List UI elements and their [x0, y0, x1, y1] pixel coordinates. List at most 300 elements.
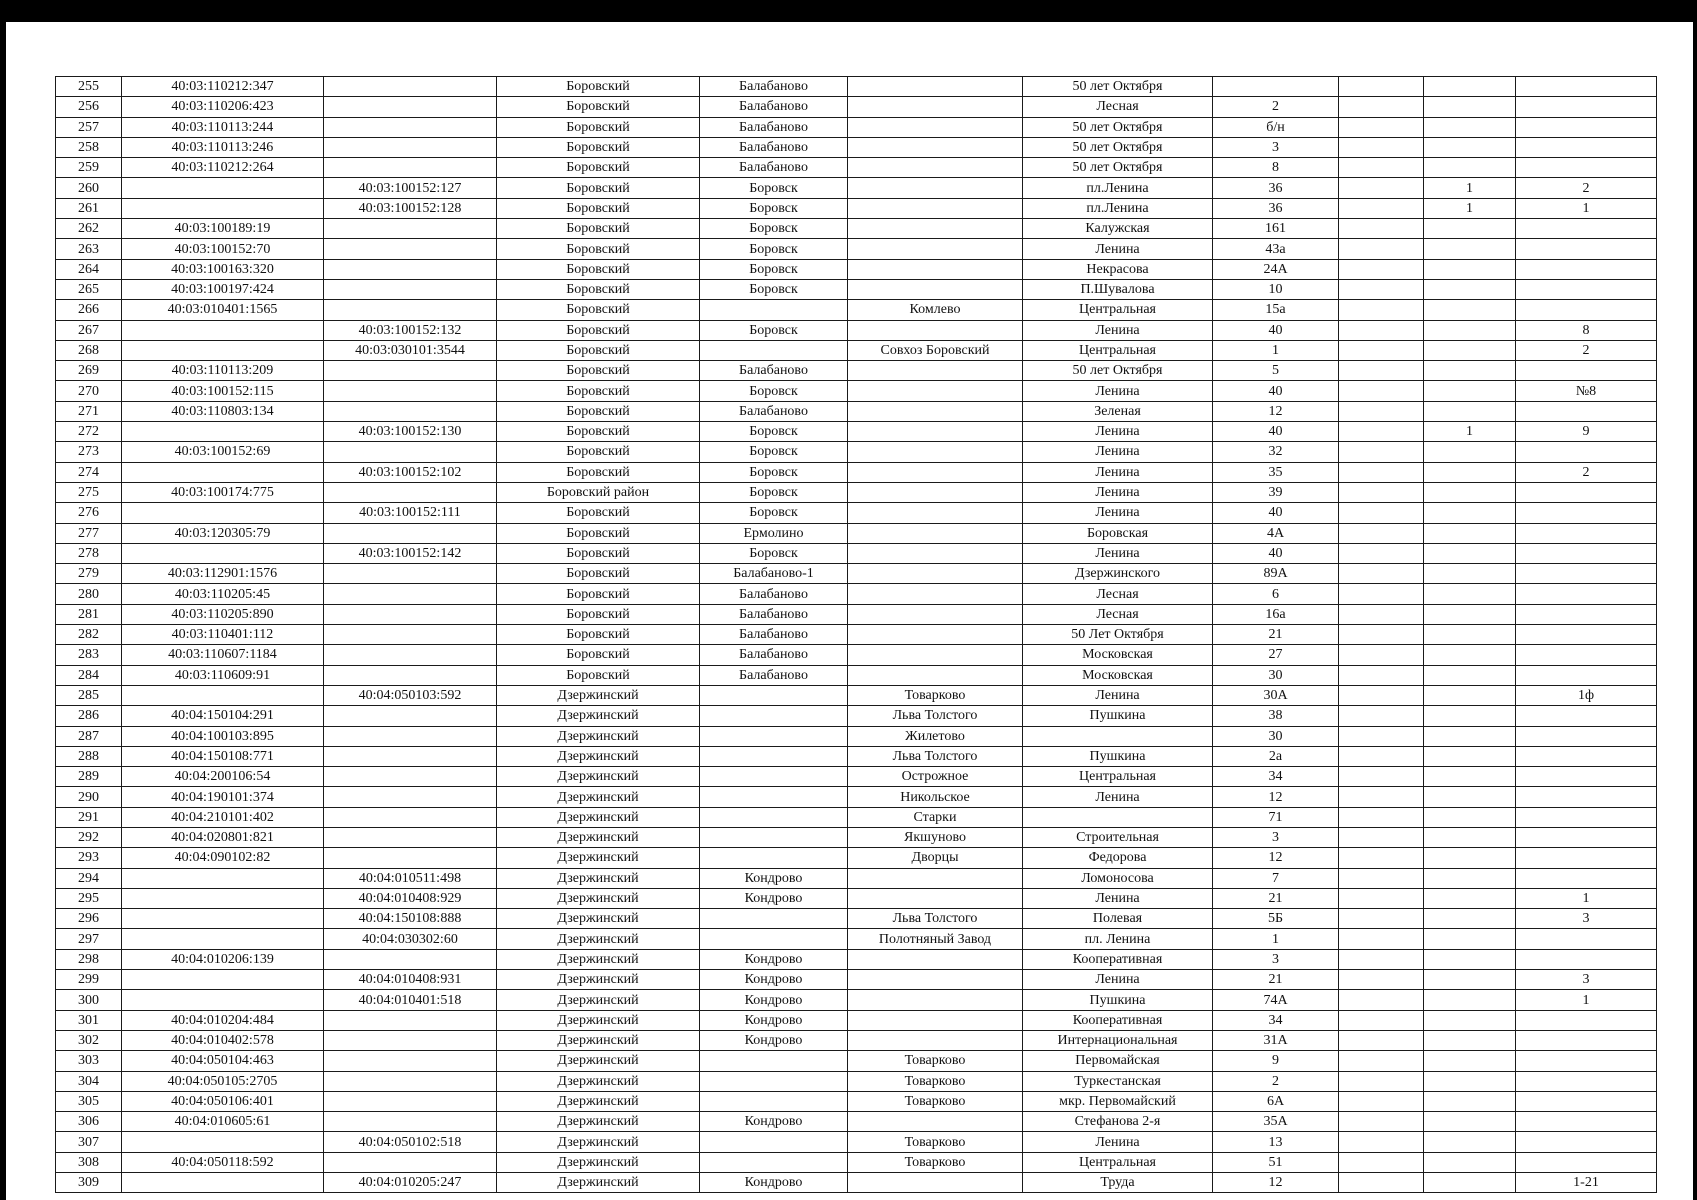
- object-cadastral-number-cell: 40:04:010205:247: [324, 1173, 497, 1193]
- house-number-cell: 24А: [1213, 259, 1339, 279]
- building-cell: [1339, 279, 1424, 299]
- street-cell: Ленина: [1023, 787, 1213, 807]
- street-cell: П.Шувалова: [1023, 279, 1213, 299]
- row-number-cell: 292: [56, 827, 122, 847]
- scan-top-border: [0, 0, 1697, 22]
- apartment-cell: [1516, 625, 1657, 645]
- building-cell: [1339, 137, 1424, 157]
- building-cell: [1339, 625, 1424, 645]
- object-cadastral-number-cell: [324, 401, 497, 421]
- table-row: [56, 604, 1657, 624]
- object-cadastral-number-cell: [324, 482, 497, 502]
- district-cell: Дзержинский: [497, 827, 700, 847]
- district-cell: Боровский: [497, 381, 700, 401]
- street-cell: Ленина: [1023, 543, 1213, 563]
- street-cell: 50 лет Октября: [1023, 117, 1213, 137]
- building-cell: [1339, 361, 1424, 381]
- street-cell: Интернациональная: [1023, 1030, 1213, 1050]
- building-cell: [1339, 1132, 1424, 1152]
- building-cell: [1339, 827, 1424, 847]
- town-cell: Боровск: [700, 381, 848, 401]
- cadastral-number-cell: 40:03:110212:264: [122, 158, 324, 178]
- cadastral-number-cell: 40:04:010204:484: [122, 1010, 324, 1030]
- cadastral-number-cell: 40:03:100152:115: [122, 381, 324, 401]
- building-cell: [1339, 787, 1424, 807]
- structure-cell: [1424, 1112, 1516, 1132]
- apartment-cell: [1516, 482, 1657, 502]
- district-cell: Боровский: [497, 137, 700, 157]
- town-cell: Боровск: [700, 442, 848, 462]
- table-row: [56, 279, 1657, 299]
- row-number-cell: 282: [56, 625, 122, 645]
- street-cell: Полевая: [1023, 909, 1213, 929]
- row-number-cell: 309: [56, 1173, 122, 1193]
- row-number-cell: 308: [56, 1152, 122, 1172]
- building-cell: [1339, 807, 1424, 827]
- street-cell: Дзержинского: [1023, 564, 1213, 584]
- cadastral-number-cell: [122, 340, 324, 360]
- street-cell: Ленина: [1023, 482, 1213, 502]
- town-cell: Боровск: [700, 219, 848, 239]
- street-cell: Федорова: [1023, 848, 1213, 868]
- street-cell: Ленина: [1023, 970, 1213, 990]
- structure-cell: [1424, 117, 1516, 137]
- settlement-cell: Товарково: [848, 1152, 1023, 1172]
- district-cell: Дзержинский: [497, 685, 700, 705]
- table-row: [56, 665, 1657, 685]
- cadastral-number-cell: 40:03:110607:1184: [122, 645, 324, 665]
- district-cell: Дзержинский: [497, 929, 700, 949]
- object-cadastral-number-cell: 40:03:100152:130: [324, 422, 497, 442]
- house-number-cell: 13: [1213, 1132, 1339, 1152]
- town-cell: [700, 1132, 848, 1152]
- row-number-cell: 291: [56, 807, 122, 827]
- town-cell: [700, 1051, 848, 1071]
- town-cell: Кондрово: [700, 990, 848, 1010]
- street-cell: Центральная: [1023, 1152, 1213, 1172]
- house-number-cell: 40: [1213, 503, 1339, 523]
- district-cell: Дзержинский: [497, 888, 700, 908]
- cadastral-number-cell: 40:03:110205:45: [122, 584, 324, 604]
- structure-cell: [1424, 1173, 1516, 1193]
- street-cell: Лесная: [1023, 584, 1213, 604]
- district-cell: Боровский: [497, 178, 700, 198]
- object-cadastral-number-cell: [324, 219, 497, 239]
- district-cell: Боровский: [497, 117, 700, 137]
- house-number-cell: 8: [1213, 158, 1339, 178]
- town-cell: Боровск: [700, 543, 848, 563]
- cadastral-number-cell: 40:04:200106:54: [122, 767, 324, 787]
- settlement-cell: [848, 868, 1023, 888]
- house-number-cell: 30: [1213, 726, 1339, 746]
- street-cell: Центральная: [1023, 340, 1213, 360]
- house-number-cell: 21: [1213, 625, 1339, 645]
- apartment-cell: [1516, 361, 1657, 381]
- district-cell: Дзержинский: [497, 726, 700, 746]
- settlement-cell: Острожное: [848, 767, 1023, 787]
- district-cell: Боровский: [497, 523, 700, 543]
- cadastral-number-cell: 40:04:050104:463: [122, 1051, 324, 1071]
- cadastral-number-cell: [122, 422, 324, 442]
- object-cadastral-number-cell: [324, 1112, 497, 1132]
- apartment-cell: 1: [1516, 888, 1657, 908]
- cadastral-number-cell: [122, 868, 324, 888]
- settlement-cell: [848, 1010, 1023, 1030]
- object-cadastral-number-cell: [324, 442, 497, 462]
- row-number-cell: 287: [56, 726, 122, 746]
- apartment-cell: [1516, 1010, 1657, 1030]
- house-number-cell: б/н: [1213, 117, 1339, 137]
- house-number-cell: 9: [1213, 1051, 1339, 1071]
- town-cell: [700, 300, 848, 320]
- property-registry-table: [55, 76, 1657, 1193]
- structure-cell: [1424, 77, 1516, 97]
- building-cell: [1339, 482, 1424, 502]
- structure-cell: [1424, 158, 1516, 178]
- row-number-cell: 290: [56, 787, 122, 807]
- town-cell: Боровск: [700, 503, 848, 523]
- building-cell: [1339, 1051, 1424, 1071]
- cadastral-number-cell: [122, 1173, 324, 1193]
- house-number-cell: 5: [1213, 361, 1339, 381]
- table-row: [56, 1010, 1657, 1030]
- structure-cell: [1424, 279, 1516, 299]
- town-cell: [700, 827, 848, 847]
- building-cell: [1339, 1071, 1424, 1091]
- settlement-cell: [848, 77, 1023, 97]
- town-cell: Боровск: [700, 482, 848, 502]
- structure-cell: [1424, 827, 1516, 847]
- district-cell: Боровский: [497, 604, 700, 624]
- building-cell: [1339, 706, 1424, 726]
- town-cell: Балабаново: [700, 97, 848, 117]
- house-number-cell: 10: [1213, 279, 1339, 299]
- table-row: [56, 746, 1657, 766]
- town-cell: Балабаново: [700, 401, 848, 421]
- town-cell: Кондрово: [700, 1010, 848, 1030]
- object-cadastral-number-cell: [324, 300, 497, 320]
- apartment-cell: [1516, 279, 1657, 299]
- district-cell: Дзержинский: [497, 767, 700, 787]
- object-cadastral-number-cell: 40:03:100152:102: [324, 462, 497, 482]
- building-cell: [1339, 117, 1424, 137]
- cadastral-number-cell: 40:04:100103:895: [122, 726, 324, 746]
- house-number-cell: 40: [1213, 320, 1339, 340]
- settlement-cell: [848, 990, 1023, 1010]
- house-number-cell: 43а: [1213, 239, 1339, 259]
- town-cell: [700, 1152, 848, 1172]
- object-cadastral-number-cell: [324, 77, 497, 97]
- house-number-cell: 15а: [1213, 300, 1339, 320]
- district-cell: Боровский: [497, 77, 700, 97]
- house-number-cell: 16а: [1213, 604, 1339, 624]
- structure-cell: [1424, 259, 1516, 279]
- town-cell: Кондрово: [700, 970, 848, 990]
- town-cell: Кондрово: [700, 1112, 848, 1132]
- settlement-cell: [848, 503, 1023, 523]
- table-row: [56, 442, 1657, 462]
- cadastral-number-cell: 40:03:120305:79: [122, 523, 324, 543]
- table-row: [56, 685, 1657, 705]
- settlement-cell: Товарково: [848, 1051, 1023, 1071]
- settlement-cell: [848, 1112, 1023, 1132]
- settlement-cell: [848, 198, 1023, 218]
- apartment-cell: 2: [1516, 178, 1657, 198]
- row-number-cell: 261: [56, 198, 122, 218]
- cadastral-number-cell: [122, 970, 324, 990]
- apartment-cell: [1516, 848, 1657, 868]
- district-cell: Дзержинский: [497, 868, 700, 888]
- town-cell: [700, 340, 848, 360]
- settlement-cell: Старки: [848, 807, 1023, 827]
- object-cadastral-number-cell: [324, 584, 497, 604]
- cadastral-number-cell: 40:03:100152:69: [122, 442, 324, 462]
- building-cell: [1339, 442, 1424, 462]
- structure-cell: [1424, 868, 1516, 888]
- structure-cell: [1424, 1152, 1516, 1172]
- apartment-cell: 1-21: [1516, 1173, 1657, 1193]
- table-row: [56, 645, 1657, 665]
- object-cadastral-number-cell: [324, 665, 497, 685]
- town-cell: Кондрово: [700, 1173, 848, 1193]
- district-cell: Боровский: [497, 401, 700, 421]
- document-sheet: [55, 76, 1657, 1193]
- district-cell: Боровский: [497, 97, 700, 117]
- row-number-cell: 298: [56, 949, 122, 969]
- building-cell: [1339, 1152, 1424, 1172]
- row-number-cell: 300: [56, 990, 122, 1010]
- district-cell: Дзержинский: [497, 1071, 700, 1091]
- apartment-cell: [1516, 117, 1657, 137]
- table-row: [56, 1091, 1657, 1111]
- house-number-cell: 30А: [1213, 685, 1339, 705]
- object-cadastral-number-cell: [324, 1010, 497, 1030]
- building-cell: [1339, 422, 1424, 442]
- cadastral-number-cell: 40:04:210101:402: [122, 807, 324, 827]
- row-number-cell: 270: [56, 381, 122, 401]
- district-cell: Боровский: [497, 300, 700, 320]
- district-cell: Дзержинский: [497, 909, 700, 929]
- settlement-cell: Льва Толстого: [848, 746, 1023, 766]
- building-cell: [1339, 645, 1424, 665]
- cadastral-number-cell: 40:03:110206:423: [122, 97, 324, 117]
- house-number-cell: 31А: [1213, 1030, 1339, 1050]
- house-number-cell: 3: [1213, 949, 1339, 969]
- apartment-cell: 1: [1516, 990, 1657, 1010]
- house-number-cell: 6А: [1213, 1091, 1339, 1111]
- row-number-cell: 285: [56, 685, 122, 705]
- street-cell: [1023, 726, 1213, 746]
- structure-cell: [1424, 726, 1516, 746]
- row-number-cell: 286: [56, 706, 122, 726]
- cadastral-number-cell: [122, 888, 324, 908]
- settlement-cell: [848, 1030, 1023, 1050]
- object-cadastral-number-cell: [324, 827, 497, 847]
- table-row: [56, 503, 1657, 523]
- district-cell: Дзержинский: [497, 1030, 700, 1050]
- row-number-cell: 302: [56, 1030, 122, 1050]
- object-cadastral-number-cell: [324, 807, 497, 827]
- table-row: [56, 401, 1657, 421]
- town-cell: [700, 848, 848, 868]
- district-cell: Дзержинский: [497, 848, 700, 868]
- street-cell: Лесная: [1023, 97, 1213, 117]
- settlement-cell: [848, 219, 1023, 239]
- street-cell: Ленина: [1023, 381, 1213, 401]
- row-number-cell: 274: [56, 462, 122, 482]
- cadastral-number-cell: 40:03:110212:347: [122, 77, 324, 97]
- apartment-cell: [1516, 1132, 1657, 1152]
- town-cell: Балабаново: [700, 584, 848, 604]
- street-cell: пл.Ленина: [1023, 178, 1213, 198]
- settlement-cell: [848, 645, 1023, 665]
- town-cell: Балабаново: [700, 604, 848, 624]
- row-number-cell: 273: [56, 442, 122, 462]
- row-number-cell: 266: [56, 300, 122, 320]
- structure-cell: [1424, 503, 1516, 523]
- building-cell: [1339, 523, 1424, 543]
- row-number-cell: 299: [56, 970, 122, 990]
- street-cell: Ленина: [1023, 442, 1213, 462]
- house-number-cell: 161: [1213, 219, 1339, 239]
- town-cell: Боровск: [700, 462, 848, 482]
- object-cadastral-number-cell: 40:03:100152:128: [324, 198, 497, 218]
- apartment-cell: [1516, 746, 1657, 766]
- building-cell: [1339, 665, 1424, 685]
- apartment-cell: [1516, 523, 1657, 543]
- row-number-cell: 271: [56, 401, 122, 421]
- object-cadastral-number-cell: [324, 97, 497, 117]
- row-number-cell: 277: [56, 523, 122, 543]
- table-row: [56, 1071, 1657, 1091]
- apartment-cell: 2: [1516, 340, 1657, 360]
- apartment-cell: [1516, 1071, 1657, 1091]
- cadastral-number-cell: 40:03:110113:244: [122, 117, 324, 137]
- town-cell: [700, 909, 848, 929]
- district-cell: Боровский: [497, 442, 700, 462]
- cadastral-number-cell: [122, 929, 324, 949]
- building-cell: [1339, 685, 1424, 705]
- structure-cell: [1424, 584, 1516, 604]
- cadastral-number-cell: 40:03:100189:19: [122, 219, 324, 239]
- apartment-cell: [1516, 807, 1657, 827]
- row-number-cell: 268: [56, 340, 122, 360]
- cadastral-number-cell: 40:04:050105:2705: [122, 1071, 324, 1091]
- town-cell: Боровск: [700, 178, 848, 198]
- settlement-cell: [848, 543, 1023, 563]
- building-cell: [1339, 909, 1424, 929]
- town-cell: Балабаново: [700, 361, 848, 381]
- table-row: [56, 949, 1657, 969]
- building-cell: [1339, 259, 1424, 279]
- row-number-cell: 263: [56, 239, 122, 259]
- street-cell: Пушкина: [1023, 706, 1213, 726]
- building-cell: [1339, 178, 1424, 198]
- settlement-cell: [848, 259, 1023, 279]
- street-cell: 50 лет Октября: [1023, 137, 1213, 157]
- building-cell: [1339, 970, 1424, 990]
- cadastral-number-cell: [122, 990, 324, 1010]
- object-cadastral-number-cell: [324, 949, 497, 969]
- object-cadastral-number-cell: [324, 239, 497, 259]
- apartment-cell: [1516, 645, 1657, 665]
- building-cell: [1339, 462, 1424, 482]
- town-cell: Боровск: [700, 239, 848, 259]
- table-row: [56, 767, 1657, 787]
- house-number-cell: 6: [1213, 584, 1339, 604]
- building-cell: [1339, 604, 1424, 624]
- street-cell: пл. Ленина: [1023, 929, 1213, 949]
- street-cell: Центральная: [1023, 767, 1213, 787]
- street-cell: пл.Ленина: [1023, 198, 1213, 218]
- town-cell: [700, 1091, 848, 1111]
- house-number-cell: 2: [1213, 1071, 1339, 1091]
- cadastral-number-cell: 40:03:010401:1565: [122, 300, 324, 320]
- building-cell: [1339, 158, 1424, 178]
- object-cadastral-number-cell: [324, 726, 497, 746]
- table-row: [56, 1112, 1657, 1132]
- row-number-cell: 258: [56, 137, 122, 157]
- table-row: [56, 970, 1657, 990]
- cadastral-number-cell: [122, 543, 324, 563]
- apartment-cell: 9: [1516, 422, 1657, 442]
- object-cadastral-number-cell: [324, 361, 497, 381]
- district-cell: Боровский: [497, 259, 700, 279]
- settlement-cell: [848, 158, 1023, 178]
- house-number-cell: 39: [1213, 482, 1339, 502]
- apartment-cell: [1516, 726, 1657, 746]
- town-cell: Боровск: [700, 279, 848, 299]
- street-cell: Туркестанская: [1023, 1071, 1213, 1091]
- table-row: [56, 1051, 1657, 1071]
- table-row: [56, 1132, 1657, 1152]
- house-number-cell: [1213, 77, 1339, 97]
- object-cadastral-number-cell: [324, 746, 497, 766]
- town-cell: Балабаново: [700, 665, 848, 685]
- apartment-cell: [1516, 564, 1657, 584]
- settlement-cell: [848, 564, 1023, 584]
- district-cell: Дзержинский: [497, 746, 700, 766]
- table-row: [56, 219, 1657, 239]
- settlement-cell: [848, 320, 1023, 340]
- settlement-cell: [848, 462, 1023, 482]
- district-cell: Боровский: [497, 219, 700, 239]
- apartment-cell: [1516, 584, 1657, 604]
- town-cell: [700, 726, 848, 746]
- street-cell: Московская: [1023, 665, 1213, 685]
- table-row: [56, 726, 1657, 746]
- scan-left-border: [0, 22, 6, 1200]
- row-number-cell: 280: [56, 584, 122, 604]
- row-number-cell: 303: [56, 1051, 122, 1071]
- street-cell: мкр. Первомайский: [1023, 1091, 1213, 1111]
- row-number-cell: 264: [56, 259, 122, 279]
- building-cell: [1339, 929, 1424, 949]
- cadastral-number-cell: 40:04:190101:374: [122, 787, 324, 807]
- table-row: [56, 137, 1657, 157]
- house-number-cell: 71: [1213, 807, 1339, 827]
- apartment-cell: [1516, 259, 1657, 279]
- settlement-cell: Товарково: [848, 1132, 1023, 1152]
- cadastral-number-cell: 40:04:010605:61: [122, 1112, 324, 1132]
- town-cell: Кондрово: [700, 888, 848, 908]
- object-cadastral-number-cell: [324, 523, 497, 543]
- structure-cell: [1424, 625, 1516, 645]
- apartment-cell: 3: [1516, 909, 1657, 929]
- object-cadastral-number-cell: 40:04:010511:498: [324, 868, 497, 888]
- apartment-cell: [1516, 503, 1657, 523]
- object-cadastral-number-cell: [324, 137, 497, 157]
